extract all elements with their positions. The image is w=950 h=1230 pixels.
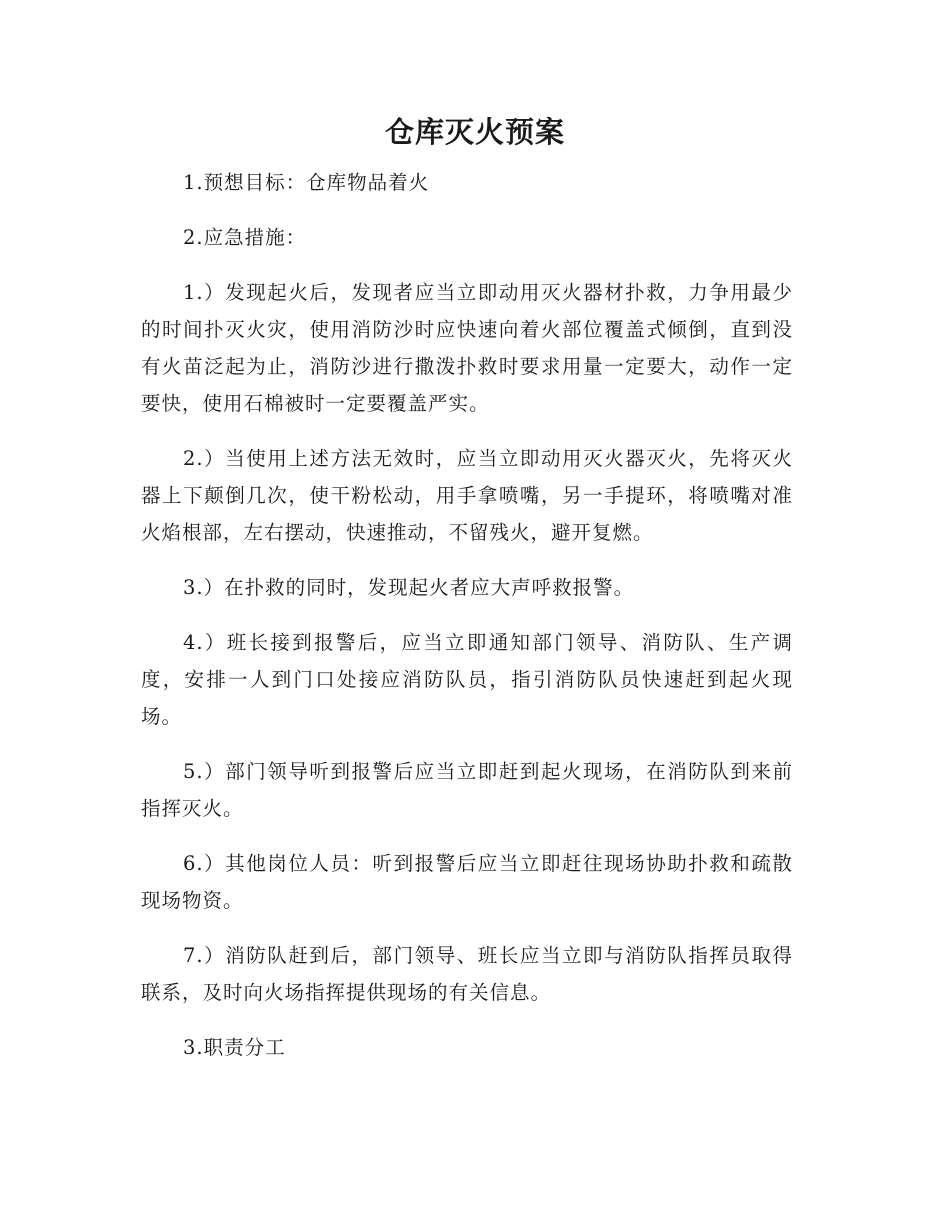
- paragraph-goal: 1.预想目标：仓库物品着火: [183, 171, 430, 194]
- paragraph-step-3: 3.）在扑救的同时，发现起火者应大声呼救报警。: [183, 576, 635, 599]
- paragraph-step-5: 5.）部门领导听到报警后应当立即赶到起火现场，在消防队到来前指挥灭火。: [141, 760, 793, 820]
- document-title: 仓库灭火预案: [384, 115, 565, 149]
- paragraph-step-1: 1.）发现起火后，发现者应当立即动用灭火器材扑救，力争用最少的时间扑灭火灾，使用消防沙时应快速向着火部位覆盖式倾倒，直到没有火苗泛起为止，消防沙进行撒泼扑救时要求用量一定要大，动作一定要快，使用石棉被时一定要覆盖严实。: [141, 281, 793, 415]
- document-body: [141, 164, 793, 1084]
- paragraph-step-4: 4.）班长接到报警后，应当立即通知部门领导、消防队、生产调度，安排一人到门口处接应消防队员，指引消防队员快速赶到起火现场。: [141, 631, 793, 728]
- paragraph-step-2: 2.）当使用上述方法无效时，应当立即动用灭火器灭火，先将灭火器上下颠倒几次，使干粉松动，用手拿喷嘴，另一手提环，将喷嘴对准火焰根部，左右摆动，快速推动，不留残火，避开复燃。: [141, 447, 793, 544]
- paragraph-duties-heading: 3.职责分工: [183, 1036, 286, 1059]
- paragraph-step-6: 6.）其他岗位人员：听到报警后应当立即赶往现场协助扑救和疏散现场物资。: [141, 852, 793, 912]
- paragraph-measures-heading: 2.应急措施：: [183, 226, 307, 249]
- paragraph-step-7: 7.）消防队赶到后，部门领导、班长应当立即与消防队指挥员取得联系，及时向火场指挥提供现场的有关信息。: [141, 944, 793, 1004]
